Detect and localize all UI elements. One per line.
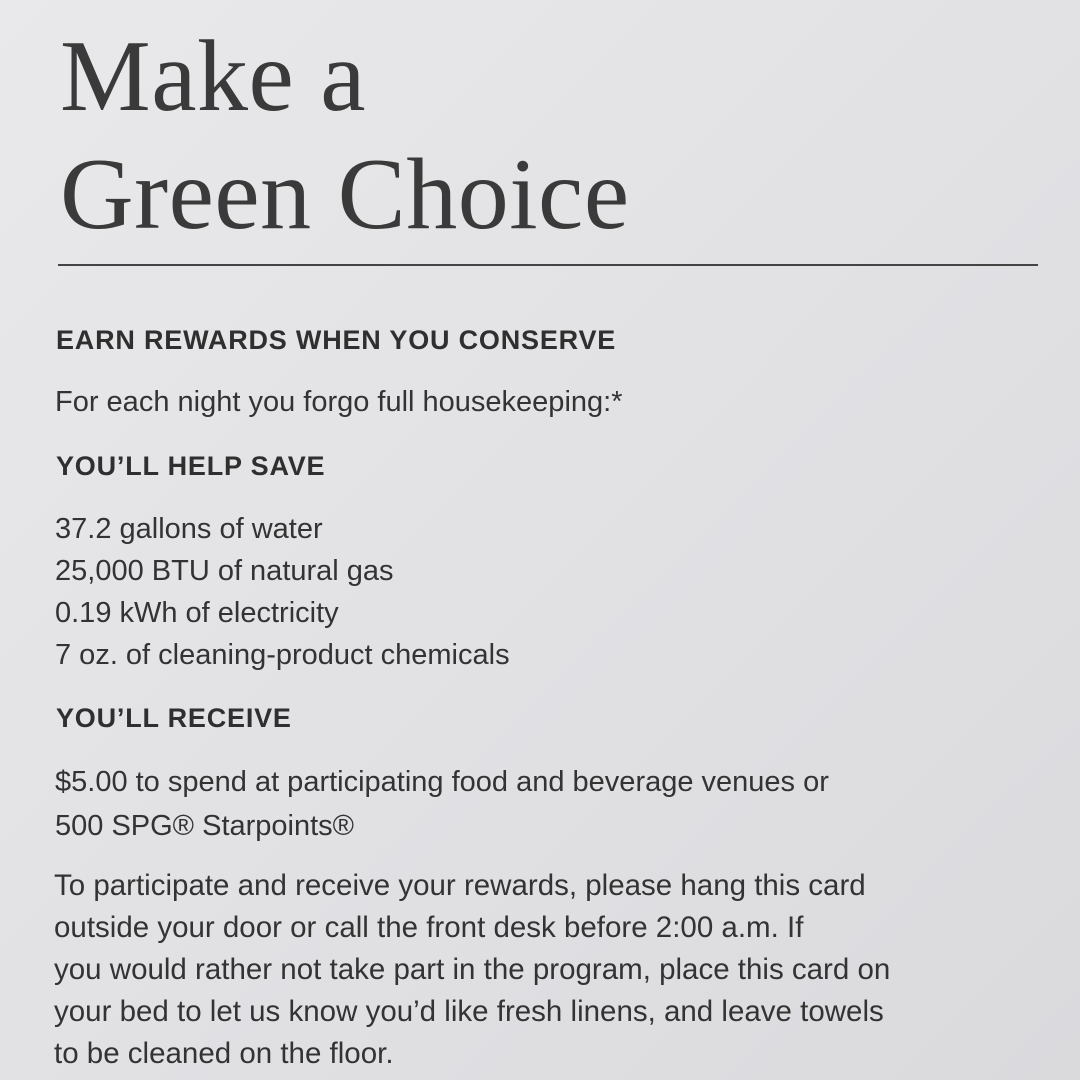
receive-line-2: 500 SPG® Starpoints® — [55, 810, 355, 842]
instructions-line: to be cleaned on the floor. — [54, 1037, 394, 1070]
card-title-line-2: Green Choice — [60, 138, 630, 251]
instructions-line: To participate and receive your rewards, please hang this card — [54, 869, 866, 902]
instructions-line: outside your door or call the front desk before 2:00 a.m. If — [54, 911, 804, 944]
intro-text: For each night you forgo full housekeeping:* — [55, 386, 623, 418]
savings-item: 37.2 gallons of water — [55, 513, 323, 545]
card-title — [60, 18, 630, 254]
card-title-line-1: Make a — [60, 20, 367, 133]
receive-text — [55, 760, 829, 848]
receive-heading: YOU’LL RECEIVE — [56, 703, 292, 733]
receive-line-1: $5.00 to spend at participating food and beverage venues or — [55, 766, 829, 798]
savings-item: 7 oz. of cleaning-product chemicals — [55, 639, 510, 671]
savings-item: 25,000 BTU of natural gas — [55, 555, 394, 587]
help-save-heading: YOU’LL HELP SAVE — [56, 451, 326, 481]
earn-rewards-heading: EARN REWARDS WHEN YOU CONSERVE — [56, 325, 617, 355]
savings-list — [55, 508, 510, 676]
instructions-line: you would rather not take part in the program, place this card on — [54, 953, 891, 986]
instructions-line: your bed to let us know you’d like fresh linens, and leave towels — [54, 995, 884, 1028]
instructions-paragraph — [54, 865, 1044, 1075]
savings-item: 0.19 kWh of electricity — [55, 597, 339, 629]
title-divider — [58, 264, 1038, 266]
